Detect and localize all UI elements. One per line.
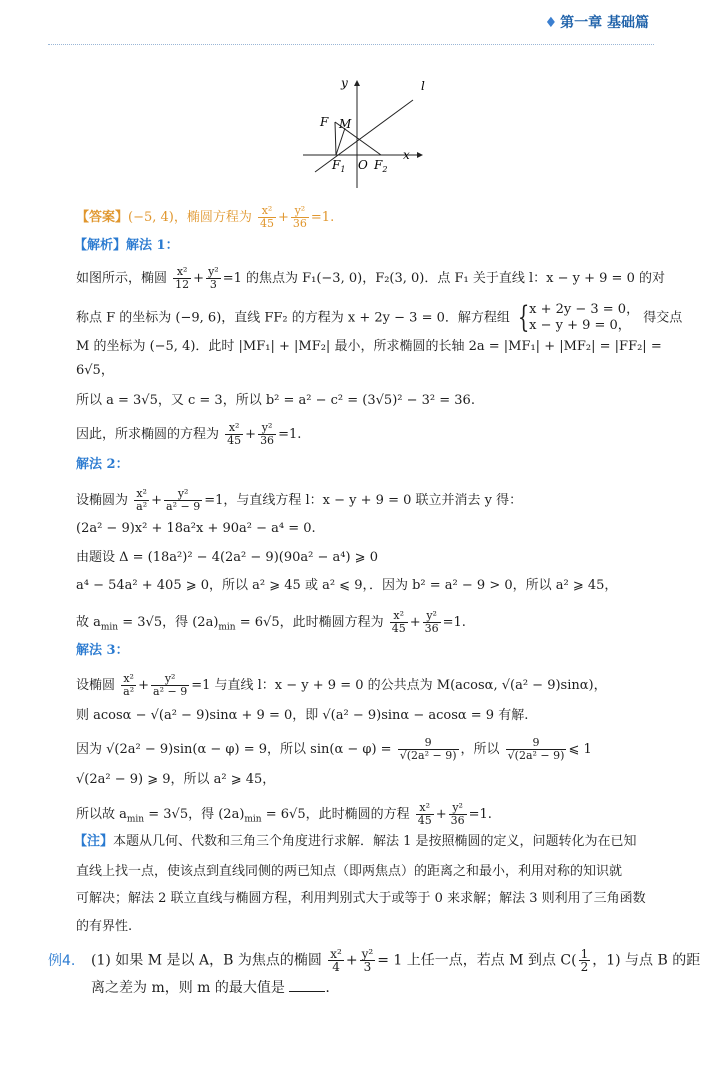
m2-line3: 由题设 Δ = (18a²)² − 4(2a² − 9)(90a² − a⁴) ⩾ 0 [76, 550, 378, 565]
m1-line4: 6√5， [76, 363, 114, 378]
note-tag: 【注】 [74, 834, 114, 849]
m2-line2: (2a² − 9)x² + 18a²x + 90a² − a⁴ = 0. [76, 521, 316, 536]
y-axis-label: y [341, 76, 348, 90]
method2-title: 解法 2： [76, 457, 129, 472]
method1-title: 解法 1： [126, 238, 179, 253]
note-line4: 的有界性. [76, 919, 133, 934]
example-line1: (1) 如果 M 是以 A，B 为焦点的椭圆 $\frac{\text{x²}}{4}$ + $\frac{\text{y²}}{3}$ = 1 上任一点，若点 M 到点 C( $\frac{1}{2}$ ，1) 与点 B 的距 [91, 947, 701, 974]
example-label: 例4. [48, 953, 76, 969]
x-axis-label: x [403, 148, 410, 162]
answer-tag: 【答案】 [76, 210, 129, 225]
m1-line3: M 的坐标为 (−5, 4)．此时 |MF₁| + |MF₂| 最小，所求椭圆的长轴 2a = |MF₁| + |MF₂| = |FF₂| = [76, 339, 662, 354]
header-divider [48, 44, 654, 45]
m3-line1: 设椭圆 $\frac{\text{x²}}{\text{a²}}$ + $\frac{\text{y²}}{\text{a² − 9}}$ =1 与直线 l：x − y + 9 = 0 的公共点为 M(acosα, √(a² − 9)sinα)， [76, 672, 607, 698]
m2-line5: 故 $a_{min} = 3√5$，得 $(2a)_{min} = 6√5$，此时椭圆方程为 $\frac{\text{x²}}{45}$ + $\frac{\text{y²}}{36}$ =1. [76, 609, 466, 635]
m3-line3: 因为 √(2a² − 9)sin(α − φ) = 9，所以 sin(α − φ) = $\frac{9}{\text{√(2a² − 9)}}$ ，所以 $\frac{9}{\text{√(2a² − 9)}}$ ⩽ 1 [76, 736, 592, 762]
answer-frac-y: $\frac{\text{y²}}{36}$ [292, 204, 307, 230]
answer-blank[interactable] [289, 991, 325, 992]
answer-line [76, 205, 334, 230]
chapter-header [545, 12, 649, 32]
m2-line4: a⁴ − 54a² + 405 ⩾ 0，所以 a² ⩾ 45 或 a² ⩽ 9，．因为 b² = a² − 9 > 0，所以 a² ⩾ 45， [76, 578, 618, 593]
answer-tail: =1. [310, 210, 335, 225]
example-line2: 离之差为 m，则 m 的最大值是 . [91, 980, 330, 996]
note-line2: 直线上找一点，使该点到直线同侧的两已知点（即两焦点）的距离之和最小，利用对称的知识就 [76, 864, 623, 879]
answer-plus: + [278, 210, 289, 225]
note-line3: 可解决；解法 2 联立直线与椭圆方程，利用判别式大于或等于 0 来求解；解法 3 则利用了三角函数 [76, 891, 646, 906]
origin-label: O [358, 158, 368, 172]
chapter-title: 第一章 基础篇 [560, 15, 649, 31]
point-F1-label: $F_1$ [332, 158, 346, 174]
m1-line5: 所以 a = 3√5，又 c = 3，所以 b² = a² − c² = (3√5)² − 3² = 36. [76, 393, 475, 408]
diamond-icon: ♦ [544, 15, 558, 31]
point-F-label: F [320, 115, 329, 129]
note-line1: 【注】本题从几何、代数和三角三个角度进行求解．解法 1 是按照椭圆的定义，问题转化为在已知 [74, 834, 637, 849]
point-M-label: M [339, 117, 352, 131]
m1-line2: 称点 F 的坐标为 (−9, 6)，直线 FF₂ 的方程为 x + 2y − 3 = 0．解方程组 { x + 2y − 3 = 0， x − y + 9 = 0， 得交点 [76, 300, 683, 335]
coordinate-figure [295, 72, 425, 192]
analysis-heading [74, 238, 179, 254]
method3-title: 解法 3： [76, 643, 129, 658]
m3-line2: 则 acosα − √(a² − 9)sinα + 9 = 0，即 √(a² − 9)sinα − acosα = 9 有解. [76, 708, 529, 723]
answer-text: (−5, 4)，椭圆方程为 [128, 210, 252, 225]
m1-line1: 如图所示，椭圆 $\frac{\text{x²}}{12}$ + $\frac{\text{y²}}{3}$ =1 的焦点为 F₁(−3, 0)，F₂(3, 0)．点 F₁ 关于直线 l：x − y + 9 = 0 的对 [76, 265, 665, 291]
analysis-tag: 【解析】 [74, 238, 127, 253]
m3-line4: √(2a² − 9) ⩾ 9，所以 a² ⩾ 45， [76, 772, 276, 787]
answer-frac-x: $\frac{\text{x²}}{45}$ [260, 204, 274, 230]
m2-line1: 设椭圆为 $\frac{\text{x²}}{\text{a²}}$ + $\frac{\text{y²}}{\text{a² − 9}}$ =1，与直线方程 l：x − y + 9 = 0 联立并消去 y 得： [76, 487, 523, 513]
m3-line5: 所以故 $a_{min} = 3√5$，得 $(2a)_{min} = 6√5$，此时椭圆的方程 $\frac{\text{x²}}{45}$ + $\frac{\text{y²}}{36}$ =1. [76, 801, 492, 827]
line-l-label: l [421, 79, 425, 93]
point-F2-label: $F_2$ [374, 158, 388, 174]
m1-line6: 因此，所求椭圆的方程为 $\frac{\text{x²}}{45}$ + $\frac{\text{y²}}{36}$ =1. [76, 421, 302, 447]
